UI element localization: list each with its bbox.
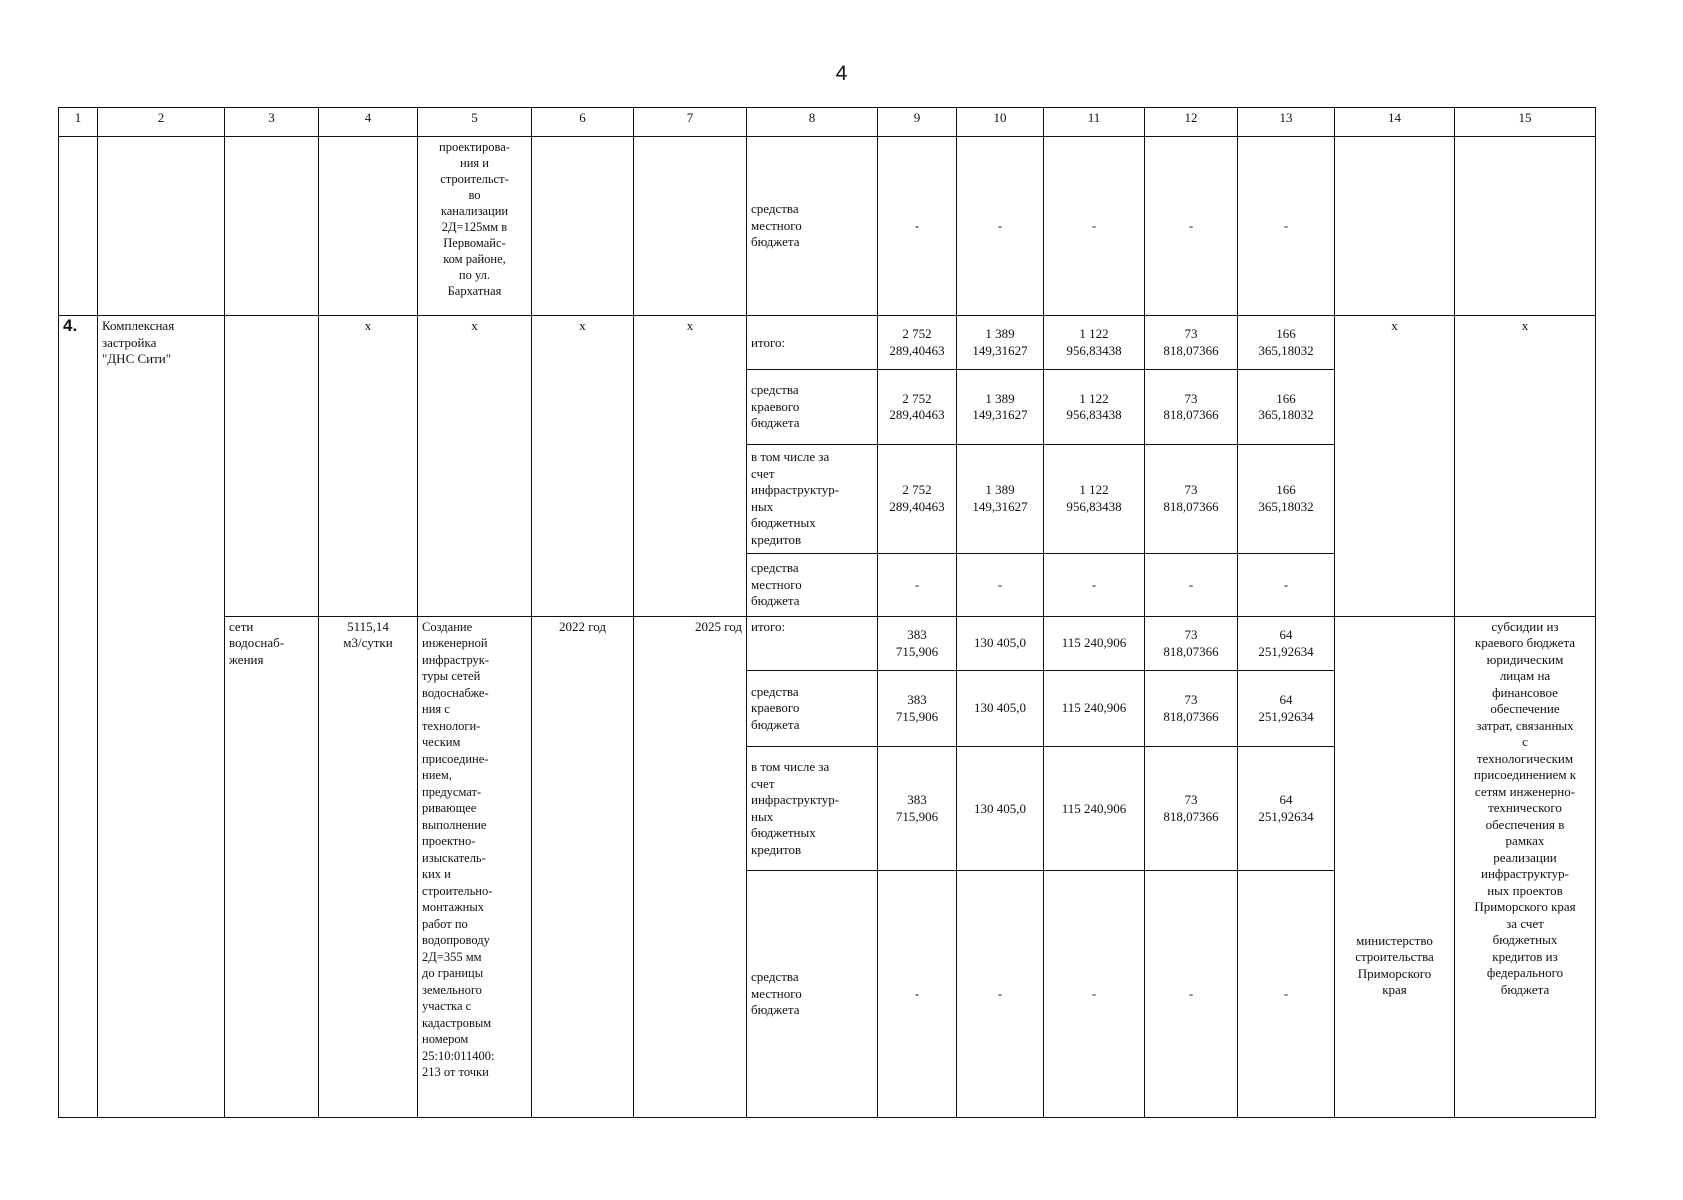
empty-cell <box>319 137 418 316</box>
funding-label: средства краевого бюджета <box>747 671 878 747</box>
header-cell: 12 <box>1145 108 1238 137</box>
value-cell: - <box>1238 871 1335 1118</box>
budget-table <box>58 107 1596 1118</box>
item4-row-total <box>59 316 1596 370</box>
value-cell: 73 818,07366 <box>1145 444 1238 553</box>
cont-description: проектирова- ния и строительст- во канализации 2Д=125мм в Первомайс- ком районе, по ул. Бархатная <box>418 137 532 316</box>
value-cell: - <box>878 871 957 1118</box>
responsible-ministry: министерство строительства Приморского края <box>1335 616 1455 1117</box>
capacity: 5115,14 м3/сутки <box>319 616 418 1117</box>
header-cell: 4 <box>319 108 418 137</box>
value-cell: 64 251,92634 <box>1238 616 1335 670</box>
cont-value: - <box>1238 137 1335 316</box>
value-cell: 2 752 289,40463 <box>878 316 957 370</box>
value-cell: 166 365,18032 <box>1238 444 1335 553</box>
value-cell: 2 752 289,40463 <box>878 444 957 553</box>
funding-label: средства краевого бюджета <box>747 370 878 444</box>
header-cell: 9 <box>878 108 957 137</box>
header-cell: 2 <box>98 108 225 137</box>
value-cell: 115 240,906 <box>1044 616 1145 670</box>
header-cell: 13 <box>1238 108 1335 137</box>
value-cell: 1 122 956,83438 <box>1044 316 1145 370</box>
funding-label: средства местного бюджета <box>747 871 878 1118</box>
value-cell: 166 365,18032 <box>1238 316 1335 370</box>
header-cell: 10 <box>957 108 1044 137</box>
funding-label: в том числе за счет инфраструктур- ных бюджетных кредитов <box>747 747 878 871</box>
header-cell: 1 <box>59 108 98 137</box>
value-cell: - <box>878 553 957 616</box>
empty-cell <box>1455 137 1596 316</box>
header-cell: 5 <box>418 108 532 137</box>
value-cell: 2 752 289,40463 <box>878 370 957 444</box>
empty-cell <box>225 137 319 316</box>
cont-value: - <box>957 137 1044 316</box>
empty-cell <box>532 137 634 316</box>
funding-label: в том числе за счет инфраструктур- ных бюджетных кредитов <box>747 444 878 553</box>
cont-value: - <box>1145 137 1238 316</box>
value-cell: 130 405,0 <box>957 747 1044 871</box>
x-mark: х <box>532 316 634 617</box>
header-cell: 3 <box>225 108 319 137</box>
water-row-total <box>59 616 1596 670</box>
funding-label: средства местного бюджета <box>747 553 878 616</box>
value-cell: 383 715,906 <box>878 747 957 871</box>
cont-value: - <box>878 137 957 316</box>
header-cell: 15 <box>1455 108 1596 137</box>
value-cell: - <box>1238 553 1335 616</box>
value-cell: 64 251,92634 <box>1238 671 1335 747</box>
continuation-row <box>59 137 1596 316</box>
item-number: 4. <box>59 316 98 1118</box>
header-cell: 14 <box>1335 108 1455 137</box>
value-cell: - <box>957 871 1044 1118</box>
header-cell: 11 <box>1044 108 1145 137</box>
value-cell: 1 389 149,31627 <box>957 370 1044 444</box>
item-name: Комплексная застройка "ДНС Сити" <box>98 316 225 1118</box>
value-cell: 73 818,07366 <box>1145 747 1238 871</box>
start-year: 2022 год <box>532 616 634 1117</box>
x-mark: х <box>1455 316 1596 617</box>
x-mark: х <box>319 316 418 617</box>
empty-cell <box>1335 137 1455 316</box>
x-mark: х <box>418 316 532 617</box>
value-cell: - <box>1044 871 1145 1118</box>
value-cell: 383 715,906 <box>878 616 957 670</box>
value-cell: 115 240,906 <box>1044 671 1145 747</box>
value-cell: 64 251,92634 <box>1238 747 1335 871</box>
object-description: Создание инженерной инфраструк- туры сетей водоснабже- ния с технологи- ческим присоедине- нием, предусмат- ривающее выполнение проектно- изыскатель- ких и строительно- монтажных работ по водопроводу 2Д=355 мм до границы земельного участка с кадастровым номером 25:10:011400: 213 от точки <box>418 616 532 1117</box>
object-type: сети водоснаб- жения <box>225 616 319 1117</box>
value-cell: - <box>1145 871 1238 1118</box>
funding-label: итого: <box>747 616 878 670</box>
value-cell: - <box>1044 553 1145 616</box>
value-cell: 166 365,18032 <box>1238 370 1335 444</box>
value-cell: 1 122 956,83438 <box>1044 370 1145 444</box>
empty-cell <box>634 137 747 316</box>
value-cell: - <box>1145 553 1238 616</box>
funding-label: итого: <box>747 316 878 370</box>
value-cell: 1 389 149,31627 <box>957 444 1044 553</box>
x-mark: х <box>634 316 747 617</box>
value-cell: 73 818,07366 <box>1145 616 1238 670</box>
value-cell: 73 818,07366 <box>1145 370 1238 444</box>
value-cell: 383 715,906 <box>878 671 957 747</box>
value-cell: 115 240,906 <box>1044 747 1145 871</box>
header-row <box>59 108 1596 137</box>
value-cell: 130 405,0 <box>957 616 1044 670</box>
header-cell: 8 <box>747 108 878 137</box>
value-cell: 1 389 149,31627 <box>957 316 1044 370</box>
empty-cell <box>98 137 225 316</box>
cont-funding-label: средства местного бюджета <box>747 137 878 316</box>
funding-source-description: субсидии из краевого бюджета юридическим лицам на финансовое обеспечение затрат, связанных с технологическим присоединением к сетям инженерно- технического обеспечения в рамках реализации инфраструктур- ных проектов Приморского края за счет бюджетных кредитов из федерального бюджета <box>1455 616 1596 1117</box>
empty-cell <box>59 137 98 316</box>
x-mark: х <box>1335 316 1455 617</box>
value-cell: 130 405,0 <box>957 671 1044 747</box>
header-cell: 7 <box>634 108 747 137</box>
page-number: 4 <box>835 62 848 85</box>
value-cell: 73 818,07366 <box>1145 316 1238 370</box>
end-year: 2025 год <box>634 616 747 1117</box>
cont-value: - <box>1044 137 1145 316</box>
value-cell: 1 122 956,83438 <box>1044 444 1145 553</box>
empty-cell <box>225 316 319 617</box>
header-cell: 6 <box>532 108 634 137</box>
value-cell: - <box>957 553 1044 616</box>
value-cell: 73 818,07366 <box>1145 671 1238 747</box>
